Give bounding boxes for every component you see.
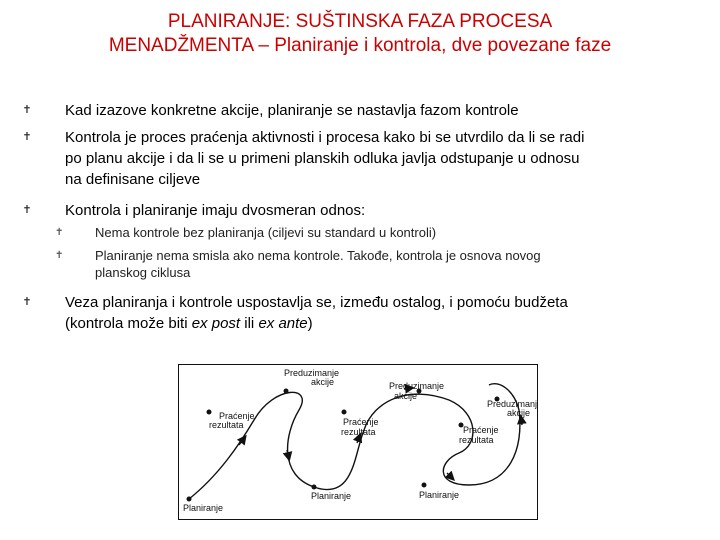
title-line-1: PLANIRANJE: SUŠTINSKA FAZA PROCESA — [167, 11, 553, 32]
sub-bullet-2-line-2: planskog ciklusa — [95, 265, 191, 280]
bullet-4-prefix: (kontrola može biti — [65, 315, 192, 332]
bullet-2-line-1: Kontrola je proces praćenja aktivnosti i procesa kako bi se utvrdilo da li se radi — [65, 129, 585, 146]
bullet-3-text: Kontrola i planiranje imaju dvosmeran odnos: — [65, 202, 366, 219]
node-planiranje-end — [422, 483, 427, 488]
label-planiranje-mid: Planiranje — [311, 491, 352, 501]
node-pracenje-2 — [342, 410, 347, 415]
arrow-5 — [447, 473, 453, 479]
bullet-4-line-2 — [65, 313, 705, 334]
bullet-icon: ✝ — [22, 104, 32, 116]
sub-bullet-1-text: Nema kontrole bez planiranja (ciljevi su standard u kontroli) — [95, 225, 437, 240]
arrow-6 — [521, 417, 522, 425]
planning-control-cycle-diagram — [178, 364, 538, 520]
bullet-1-text: Kad izazove konkretne akcije, planiranje se nastavlja fazom kontrole — [65, 102, 519, 119]
sub-bullet-2-text — [95, 247, 655, 281]
node-preduzimanje-1 — [284, 389, 289, 394]
sub-bullet-2-line-1: Planiranje nema smisla ako nema kontrole. Takođe, kontrola je osnova novog — [95, 248, 541, 263]
label-planiranje-end: Planiranje — [419, 490, 460, 500]
bullet-icon: ✝ — [22, 131, 32, 143]
label-preduzimanje-1-b: akcije — [311, 377, 335, 387]
label-preduzimanje-2-b: akcije — [394, 391, 418, 401]
bullet-4-line-1: Veza planiranja i kontrole uspostavlja se, između ostalog, i pomoću budžeta — [65, 294, 568, 311]
bullet-4-ex-ante: ex ante — [258, 315, 308, 332]
node-planiranje-mid — [312, 485, 317, 490]
bullet-2-line-3: na definisane ciljeve — [65, 171, 201, 188]
label-preduzimanje-1-a: Preduzimanje — [284, 368, 340, 378]
bullet-4-mid: ili — [240, 315, 259, 332]
label-preduzimanje-3-b: akcije — [507, 408, 531, 418]
bullet-2-text — [65, 127, 705, 190]
cycle-diagram-svg — [179, 365, 537, 519]
bullet-4-text — [65, 292, 705, 334]
bullet-4-suffix: ) — [307, 315, 313, 332]
label-pracenje-3-a: Praćenje — [463, 425, 499, 435]
label-pracenje-2-a: Praćenje — [343, 417, 379, 427]
node-pracenje-1 — [207, 410, 212, 415]
bullet-4-ex-post: ex post — [191, 315, 241, 332]
label-pracenje-1-b: rezultata — [209, 420, 244, 430]
label-preduzimanje-3-a: Preduzimanje — [487, 399, 537, 409]
label-pracenje-2-b: rezultata — [341, 427, 376, 437]
node-planiranje-start — [187, 497, 192, 502]
title-line-2: MENADŽMENTA – Planiranje i kontrola, dve povezane faze — [108, 35, 612, 56]
label-pracenje-1-a: Praćenje — [219, 411, 255, 421]
label-preduzimanje-2-a: Preduzimanje — [389, 381, 445, 391]
bullet-icon: ✝ — [22, 296, 32, 308]
slide-title — [0, 10, 720, 58]
label-planiranje-start: Planiranje — [183, 503, 224, 513]
bullet-2-line-2: po planu akcije i da li se u primeni planskih odluka javlja odstupanje u odnosu — [65, 150, 580, 167]
sub-bullet-icon: ✝ — [55, 250, 64, 261]
bullet-icon: ✝ — [22, 204, 32, 216]
sub-bullet-icon: ✝ — [55, 227, 64, 238]
label-pracenje-3-b: rezultata — [459, 435, 494, 445]
arrow-2 — [287, 450, 289, 459]
